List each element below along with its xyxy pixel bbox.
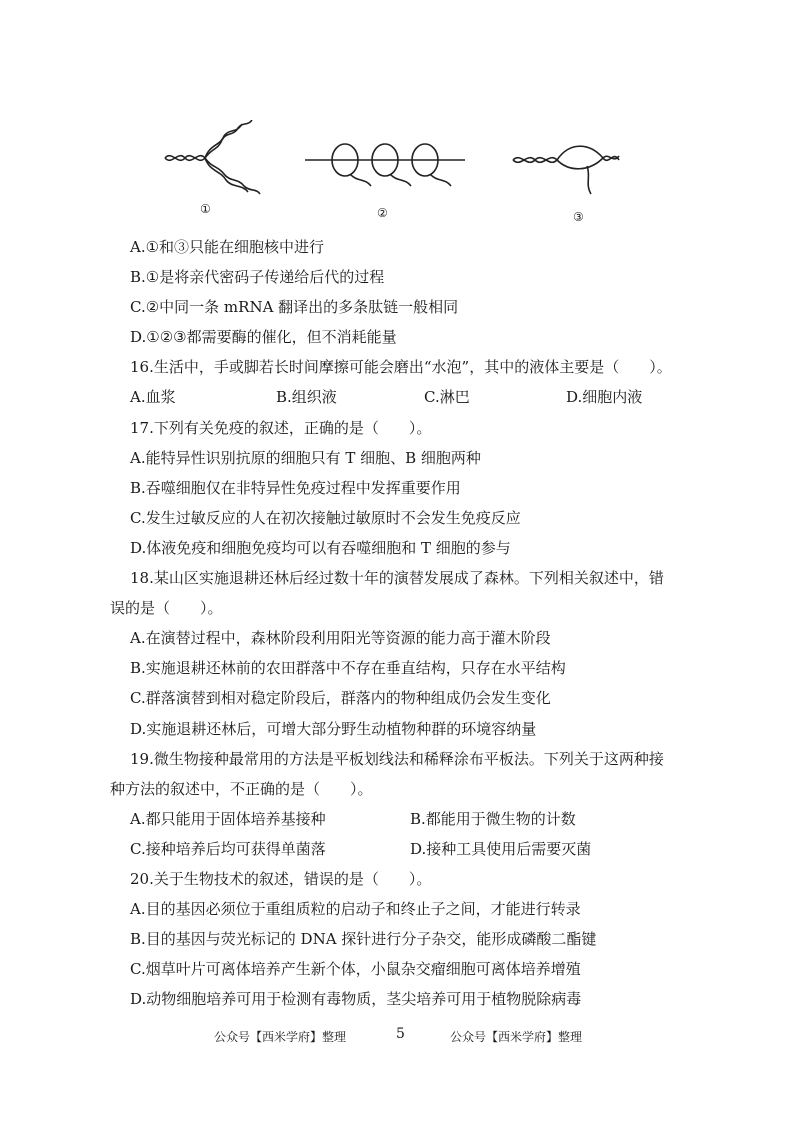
q19-options-row2 [130, 834, 690, 864]
footer-left-text: 公众号【西米学府】整理 [214, 1030, 347, 1044]
q17-option-b: B.吞噬细胞仅在非特异性免疫过程中发挥重要作用 [130, 478, 461, 497]
diagram-2-translation [305, 120, 465, 220]
footer-right-text: 公众号【西米学府】整理 [450, 1030, 583, 1044]
q19-options-row1 [130, 804, 690, 834]
q16-option-d: D.细胞内液 [566, 388, 643, 407]
q20-option-b: B.目的基因与荧光标记的 DNA 探针进行分子杂交，能形成磷酸二酯键 [130, 930, 597, 949]
q19-option-a: A.都只能用于固体培养基接种 [130, 809, 326, 828]
q16-option-c: C.淋巴 [424, 388, 470, 407]
q20-stem: 20.关于生物技术的叙述，错误的是（ ）。 [130, 869, 432, 888]
q18-option-c: C.群落演替到相对稳定阶段后，群落内的物种组成仍会发生变化 [130, 689, 551, 708]
q18-stem-line2: 误的是（ ）。 [110, 599, 223, 618]
q18-option-a: A.在演替过程中，森林阶段利用阳光等资源的能力高于灌木阶段 [130, 629, 551, 648]
diagram-2-label: ② [377, 206, 388, 220]
q20-option-a: A.目的基因必须位于重组质粒的启动子和终止子之间，才能进行转录 [130, 900, 581, 919]
q16-option-b: B.组织液 [276, 388, 337, 407]
q15-option-a: A.①和③只能在细胞核中进行 [130, 238, 325, 256]
q19-stem-line2: 种方法的叙述中，不正确的是（ ）。 [110, 779, 373, 798]
q19-option-b: B.都能用于微生物的计数 [410, 809, 576, 828]
diagram-1-label: ① [200, 202, 211, 216]
q15-option-c: C.②中同一条 mRNA 翻译出的多条肽链一般相同 [130, 298, 459, 317]
q15-option-b: B.①是将亲代密码子传递给后代的过程 [130, 268, 385, 287]
question-text [110, 232, 690, 1014]
diagram-1-dna-replication [160, 120, 270, 216]
q19-option-d: D.接种工具使用后需要灭菌 [410, 839, 592, 858]
q17-option-a: A.能特异性识别抗原的细胞只有 T 细胞、B 细胞两种 [130, 448, 481, 467]
q20-option-d: D.动物细胞培养可用于检测有毒物质，茎尖培养可用于植物脱除病毒 [130, 990, 582, 1009]
q17-option-d: D.体液免疫和细胞免疫均可以有吞噬细胞和 T 细胞的参与 [130, 538, 511, 557]
q17-stem: 17.下列有关免疫的叙述，正确的是（ ）。 [130, 418, 432, 437]
page-number: 5 [396, 1026, 405, 1042]
replication-diagrams [150, 120, 650, 235]
q19-option-c: C.接种培养后均可获得单菌落 [130, 839, 326, 858]
q15-option-d: D.①②③都需要酶的催化，但不消耗能量 [130, 328, 397, 347]
q16-options [130, 382, 690, 412]
q18-option-b: B.实施退耕还林前的农田群落中不存在垂直结构，只存在水平结构 [130, 659, 566, 678]
q20-option-c: C.烟草叶片可离体培养产生新个体，小鼠杂交瘤细胞可离体培养增殖 [130, 960, 581, 979]
q17-option-c: C.发生过敏反应的人在初次接触过敏原时不会发生免疫反应 [130, 508, 521, 527]
diagram-3-transcription [505, 120, 625, 224]
q16-option-a: A.血浆 [130, 388, 176, 407]
q18-option-d: D.实施退耕还林后，可增大部分野生动植物种群的环境容纳量 [130, 719, 537, 738]
q16-stem: 16.生活中，手或脚若长时间摩擦可能会磨出“水泡”，其中的液体主要是（ ）。 [130, 358, 672, 377]
q19-stem-line1: 19.微生物接种最常用的方法是平板划线法和稀释涂布平板法。下列关于这两种接 [130, 749, 664, 768]
q18-stem-line1: 18.某山区实施退耕还林后经过数十年的演替发展成了森林。下列相关叙述中，错 [130, 569, 664, 588]
diagram-3-label: ③ [573, 210, 584, 224]
